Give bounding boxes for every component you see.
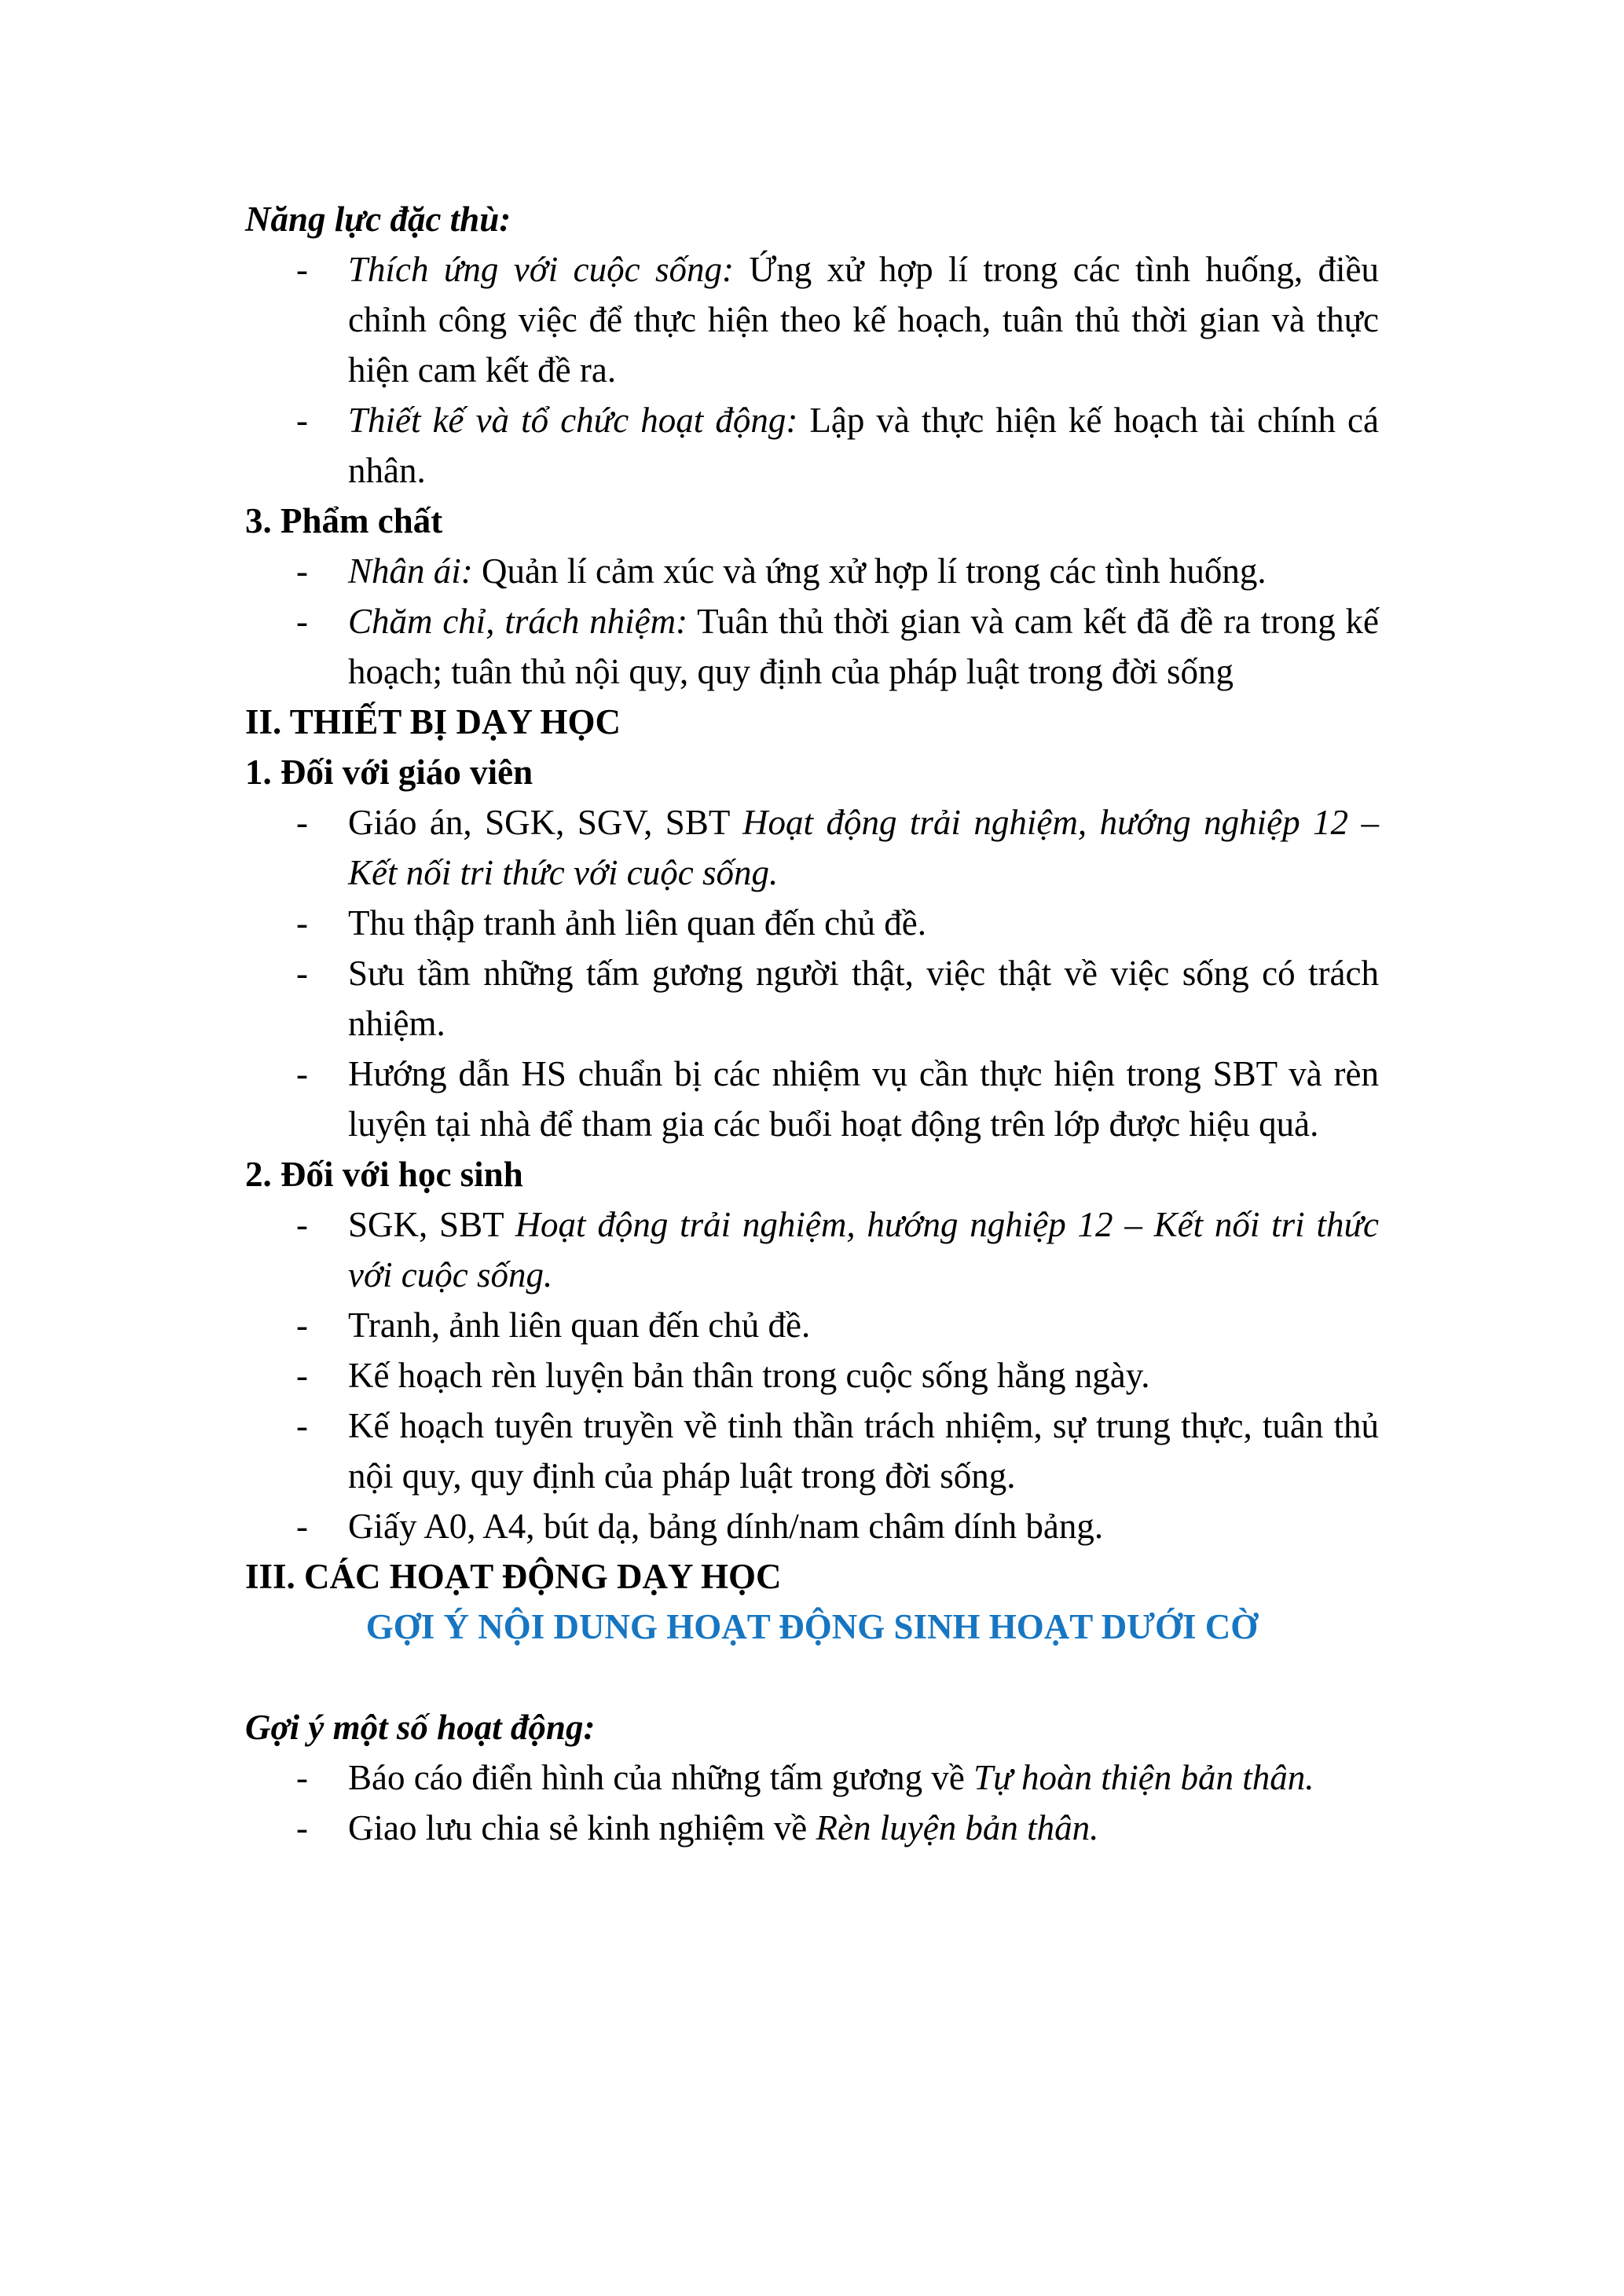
text-run: Kế hoạch rèn luyện bản thân trong cuộc sống hằng ngày. [348, 1356, 1150, 1395]
text-run: Sưu tầm những tấm gương người thật, việc thật về việc sống có trách nhiệm. [348, 954, 1379, 1043]
text-run: Kế hoạch tuyên truyền về tinh thần trách nhiệm, sự trung thực, tuân thủ nội quy, quy định của pháp luật trong đời sống. [348, 1406, 1379, 1496]
bullet-giay-a0-a4 [245, 1501, 1379, 1551]
bullet-dash: - [296, 551, 308, 591]
text-run: Hướng dẫn HS chuẩn bị các nhiệm vụ cần thực hiện trong SBT và rèn luyện tại nhà để tham gia các buổi hoạt động trên lớp được hiệu quả. [348, 1054, 1379, 1144]
bullet-dash: - [296, 1808, 308, 1847]
text-run: Thiết kế và tổ chức hoạt động: [348, 401, 798, 440]
heading-nang-luc-dac-thu: Năng lực đặc thù: [245, 200, 511, 239]
text-run: Thích ứng với cuộc sống: [348, 250, 734, 289]
heading-goi-y-mot-so-hoat-dong: Gợi ý một số hoạt động: [245, 1708, 596, 1747]
bullet-sgk-sbt [245, 1199, 1379, 1300]
bullet-nhan-ai [245, 546, 1379, 596]
bullet-giao-luu-chia-se [245, 1803, 1379, 1853]
bullet-dash: - [296, 602, 308, 641]
bullet-tranh-anh-chu-de [245, 1300, 1379, 1350]
heading-cac-hoat-dong-day-hoc: III. CÁC HOẠT ĐỘNG DẠY HỌC [245, 1557, 782, 1596]
bullet-ke-hoach-tuyen-truyen [245, 1401, 1379, 1501]
bullet-dash: - [296, 1758, 308, 1797]
bullet-bao-cao-dien-hinh [245, 1752, 1379, 1803]
text-run: Giao lưu chia sẻ kinh nghiệm về [348, 1808, 816, 1847]
bullet-thu-thap-tranh-anh [245, 898, 1379, 948]
text-run: Báo cáo điển hình của những tấm gương về [348, 1758, 974, 1797]
text-run: Tranh, ảnh liên quan đến chủ đề. [348, 1305, 811, 1345]
bullet-dash: - [296, 1406, 308, 1445]
text-run: Quản lí cảm xúc và ứng xử hợp lí trong các tình huống. [472, 551, 1267, 591]
bullet-dash: - [296, 903, 308, 943]
bullet-thiet-ke-va-to-chuc [245, 395, 1379, 496]
heading-thiet-bi-day-hoc: II. THIẾT BỊ DẠY HỌC [245, 702, 621, 742]
bullet-huong-dan-hs [245, 1049, 1379, 1149]
text-run: Chăm chỉ, trách nhiệm: [348, 602, 688, 641]
blank-line [245, 1652, 1379, 1702]
bullet-thich-ung-voi-cuoc-song [245, 244, 1379, 395]
heading-pham-chat: 3. Phẩm chất [245, 501, 443, 540]
text-run: Thu thập tranh ảnh liên quan đến chủ đề. [348, 903, 927, 943]
text-run: Tự hoàn thiện bản thân. [973, 1758, 1314, 1797]
document-body [245, 194, 1379, 1853]
bullet-dash: - [296, 1356, 308, 1395]
text-run: SGK, SBT [348, 1205, 515, 1244]
bullet-giao-an-sgk [245, 797, 1379, 898]
text-run: Giáo án, SGK, SGV, SBT [348, 803, 742, 842]
text-run: Giấy A0, A4, bút dạ, bảng dính/nam châm dính bảng. [348, 1507, 1104, 1546]
text-run: Hoạt động trải nghiệm, hướng nghiệp 12 – Kết nối tri thức với cuộc sống. [348, 1205, 1379, 1294]
text-run: Hoạt động trải nghiệm, hướng nghiệp 12 – Kết nối tri thức với cuộc sống. [348, 803, 1380, 892]
heading-doi-voi-giao-vien: 1. Đối với giáo viên [245, 753, 533, 792]
bullet-suu-tam-tam-guong [245, 948, 1379, 1049]
bullet-dash: - [296, 1507, 308, 1546]
text-run: Lập và thực hiện kế hoạch tài chính cá nhân. [348, 401, 1379, 490]
bullet-dash: - [296, 803, 308, 842]
bullet-ke-hoach-ren-luyen [245, 1350, 1379, 1401]
text-run: Tuân thủ thời gian và cam kết đã đề ra trong kế hoạch; tuân thủ nội quy, quy định của pháp luật trong đời sống [348, 602, 1379, 691]
text-run: Ứng xử hợp lí trong các tình huống, điều chỉnh công việc để thực hiện theo kế hoạch, tuân thủ thời gian và thực hiện cam kết đề ra. [348, 250, 1379, 390]
bullet-dash: - [296, 954, 308, 993]
bullet-dash: - [296, 1305, 308, 1345]
text-run: Nhân ái: [348, 551, 473, 591]
bullet-cham-chi-trach-nhiem [245, 596, 1379, 697]
text-run: Rèn luyện bản thân. [816, 1808, 1099, 1847]
heading-doi-voi-hoc-sinh: 2. Đối với học sinh [245, 1155, 523, 1194]
heading-goi-y-noi-dung-sinh-hoat-duoi-co: GỢI Ý NỘI DUNG HOẠT ĐỘNG SINH HOẠT DƯỚI CỜ [365, 1607, 1259, 1646]
bullet-dash: - [296, 250, 308, 289]
bullet-dash: - [296, 401, 308, 440]
bullet-dash: - [296, 1205, 308, 1244]
bullet-dash: - [296, 1054, 308, 1093]
